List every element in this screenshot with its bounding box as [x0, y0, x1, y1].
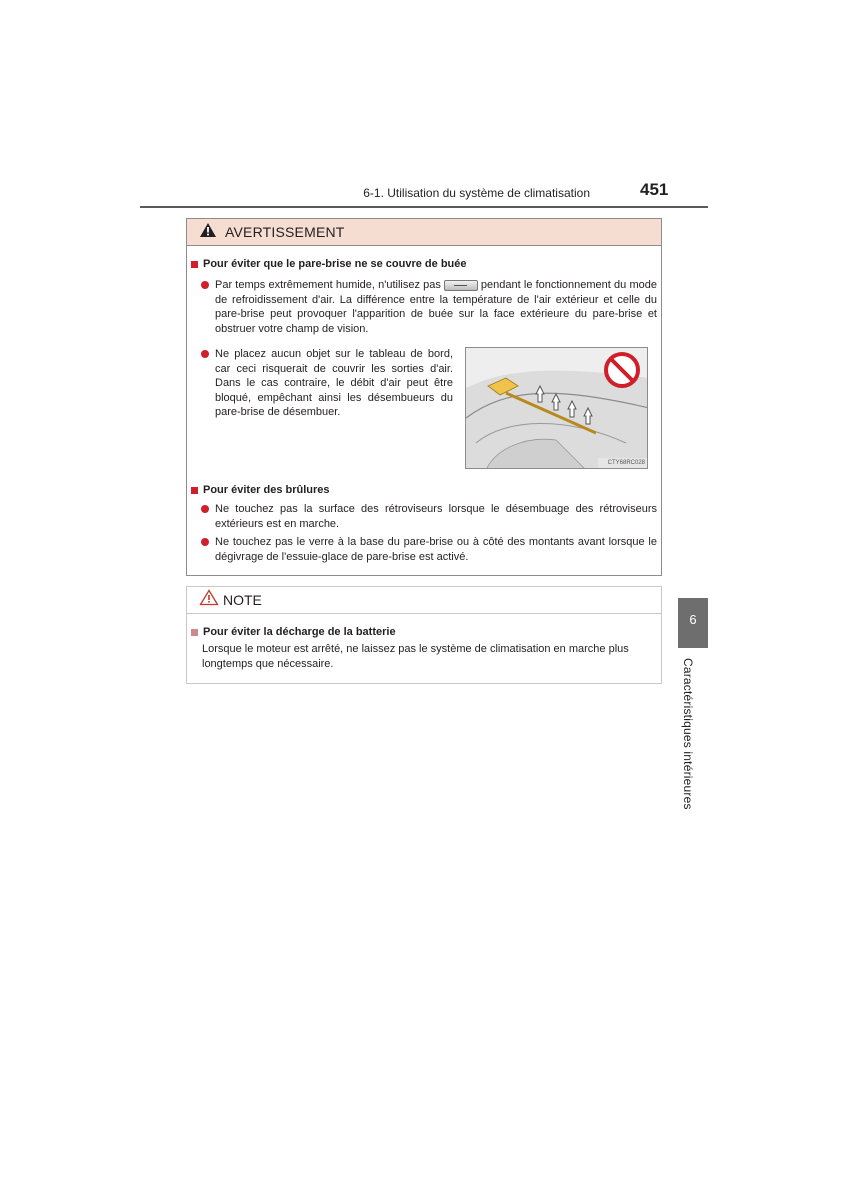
bullet-dot-icon: [201, 505, 209, 513]
header-rule: [140, 206, 708, 208]
prohibited-sign-icon: [606, 354, 638, 386]
bullet-dashboard-objects: Ne placez aucun objet sur le tableau de bord, car ceci risquerait de couvrir les sorties d'air. Dans le cas contraire, le débit d'air peut être bloqué, empêchant ainsi les désembueurs du pare-brise de désembuer.: [201, 347, 453, 420]
caution-triangle-icon: [199, 589, 219, 611]
windshield-defogger-button-icon: [444, 280, 478, 291]
note-section-title: Pour éviter la décharge de la batterie: [191, 626, 396, 638]
warning-box: [186, 218, 662, 576]
illustration-code: CTY68RC028: [607, 460, 645, 466]
note-text: Lorsque le moteur est arrêté, ne laissez pas le système de climatisation en marche plus longtemps que nécessaire.: [202, 643, 629, 670]
bullet-dot-icon: [201, 350, 209, 358]
bullet-humid-weather: Par temps extrêmement humide, n'utilisez pas pendant le fonctionnement du mode de refroidissement d'air. La différence entre la température de l'air extérieur et celle du pare-brise peut provoquer l'apparition de buée sur la face extérieure du pare-brise et obstruer votre champ de vision.: [201, 278, 657, 336]
note-box: [186, 586, 662, 684]
warning-section-fog-title: Pour éviter que le pare-brise ne se couvre de buée: [191, 258, 467, 270]
note-header: [187, 587, 661, 614]
bullet-dot-icon: [201, 281, 209, 289]
bullet-dot-icon: [201, 538, 209, 546]
warning-triangle-icon: [199, 222, 217, 243]
warning-header: [187, 219, 661, 246]
page-number: 451: [640, 180, 669, 199]
section-square-icon: [191, 487, 198, 494]
chapter-tab-number: 6: [678, 598, 708, 648]
section-square-icon: [191, 629, 198, 636]
warning-section-burns-title: Pour éviter des brûlures: [191, 484, 330, 496]
dashboard-illustration: [465, 347, 648, 469]
chapter-tab-label: Caractéristiques intérieures: [681, 658, 695, 810]
running-header-title: 6-1. Utilisation du système de climatisation: [363, 186, 590, 200]
warning-title: AVERTISSEMENT: [225, 224, 345, 240]
note-title: NOTE: [223, 592, 262, 608]
section-square-icon: [191, 261, 198, 268]
bullet-windshield-base: Ne touchez pas le verre à la base du pare-brise ou à côté des montants avant lorsque le dégivrage de l'essuie-glace de pare-brise est activé.: [201, 535, 657, 564]
bullet-mirror-defog: Ne touchez pas la surface des rétroviseurs lorsque le désembuage des rétroviseurs extérieurs est en marche.: [201, 502, 657, 531]
